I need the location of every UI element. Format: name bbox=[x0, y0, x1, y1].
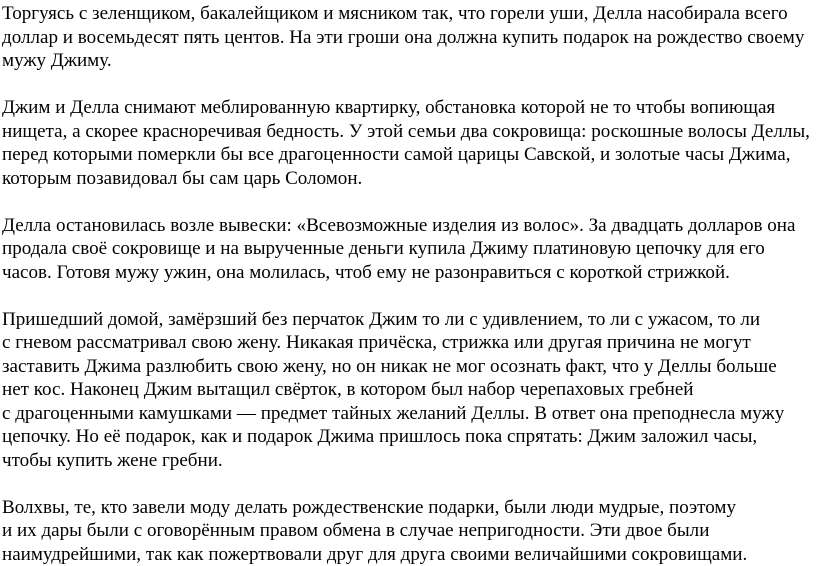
text-line: нищета, а скорее красноречивая бедность. У этой семьи два сокровища: роскошные волосы Деллы, bbox=[2, 120, 814, 144]
text-line: с драгоценными камушками — предмет тайных желаний Деллы. В ответ она преподнесла мужу bbox=[2, 402, 814, 426]
text-line: которым позавидовал бы сам царь Соломон. bbox=[2, 167, 814, 191]
document-body bbox=[2, 2, 814, 566]
text-line: перед которыми померкли бы все драгоценности самой царицы Савской, и золотые часы Джима, bbox=[2, 143, 814, 167]
text-line: Джим и Делла снимают меблированную квартирку, обстановка которой не то чтобы вопиющая bbox=[2, 96, 814, 120]
text-line: цепочку. Но её подарок, как и подарок Джима пришлось пока спрятать: Джим заложил часы, bbox=[2, 425, 814, 449]
paragraph-2 bbox=[2, 96, 814, 190]
text-line: мужу Джиму. bbox=[2, 49, 814, 73]
text-line: продала своё сокровище и на вырученные деньги купила Джиму платиновую цепочку для его bbox=[2, 237, 814, 261]
text-line: доллар и восемьдесят пять центов. На эти гроши она должна купить подарок на рождество своему bbox=[2, 26, 814, 50]
text-line: заставить Джима разлюбить свою жену, но он никак не мог осознать факт, что у Деллы больше bbox=[2, 355, 814, 379]
text-line: Пришедший домой, замёрзший без перчаток Джим то ли с удивлением, то ли с ужасом, то ли bbox=[2, 308, 814, 332]
text-line: часов. Готовя мужу ужин, она молилась, чтоб ему не разонравиться с короткой стрижкой. bbox=[2, 261, 814, 285]
paragraph-4 bbox=[2, 308, 814, 473]
paragraph-1 bbox=[2, 2, 814, 73]
text-line: и их дары были с оговорённым правом обмена в случае непригодности. Эти двое были bbox=[2, 519, 814, 543]
text-line: Волхвы, те, кто завели моду делать рождественские подарки, были люди мудрые, поэтому bbox=[2, 496, 814, 520]
text-line: Делла остановилась возле вывески: «Всевозможные изделия из волос». За двадцать долларов она bbox=[2, 214, 814, 238]
paragraph-3 bbox=[2, 214, 814, 285]
text-line: Торгуясь с зеленщиком, бакалейщиком и мясником так, что горели уши, Делла насобирала всего bbox=[2, 2, 814, 26]
paragraph-5 bbox=[2, 496, 814, 566]
text-line: нет кос. Наконец Джим вытащил свёрток, в котором был набор черепаховых гребней bbox=[2, 378, 814, 402]
text-line: чтобы купить жене гребни. bbox=[2, 449, 814, 473]
text-line: наимудрейшими, так как пожертвовали друг для друга своими величайшими сокровищами. bbox=[2, 543, 814, 566]
text-line: с гневом рассматривал свою жену. Никакая причёска, стрижка или другая причина не могут bbox=[2, 331, 814, 355]
